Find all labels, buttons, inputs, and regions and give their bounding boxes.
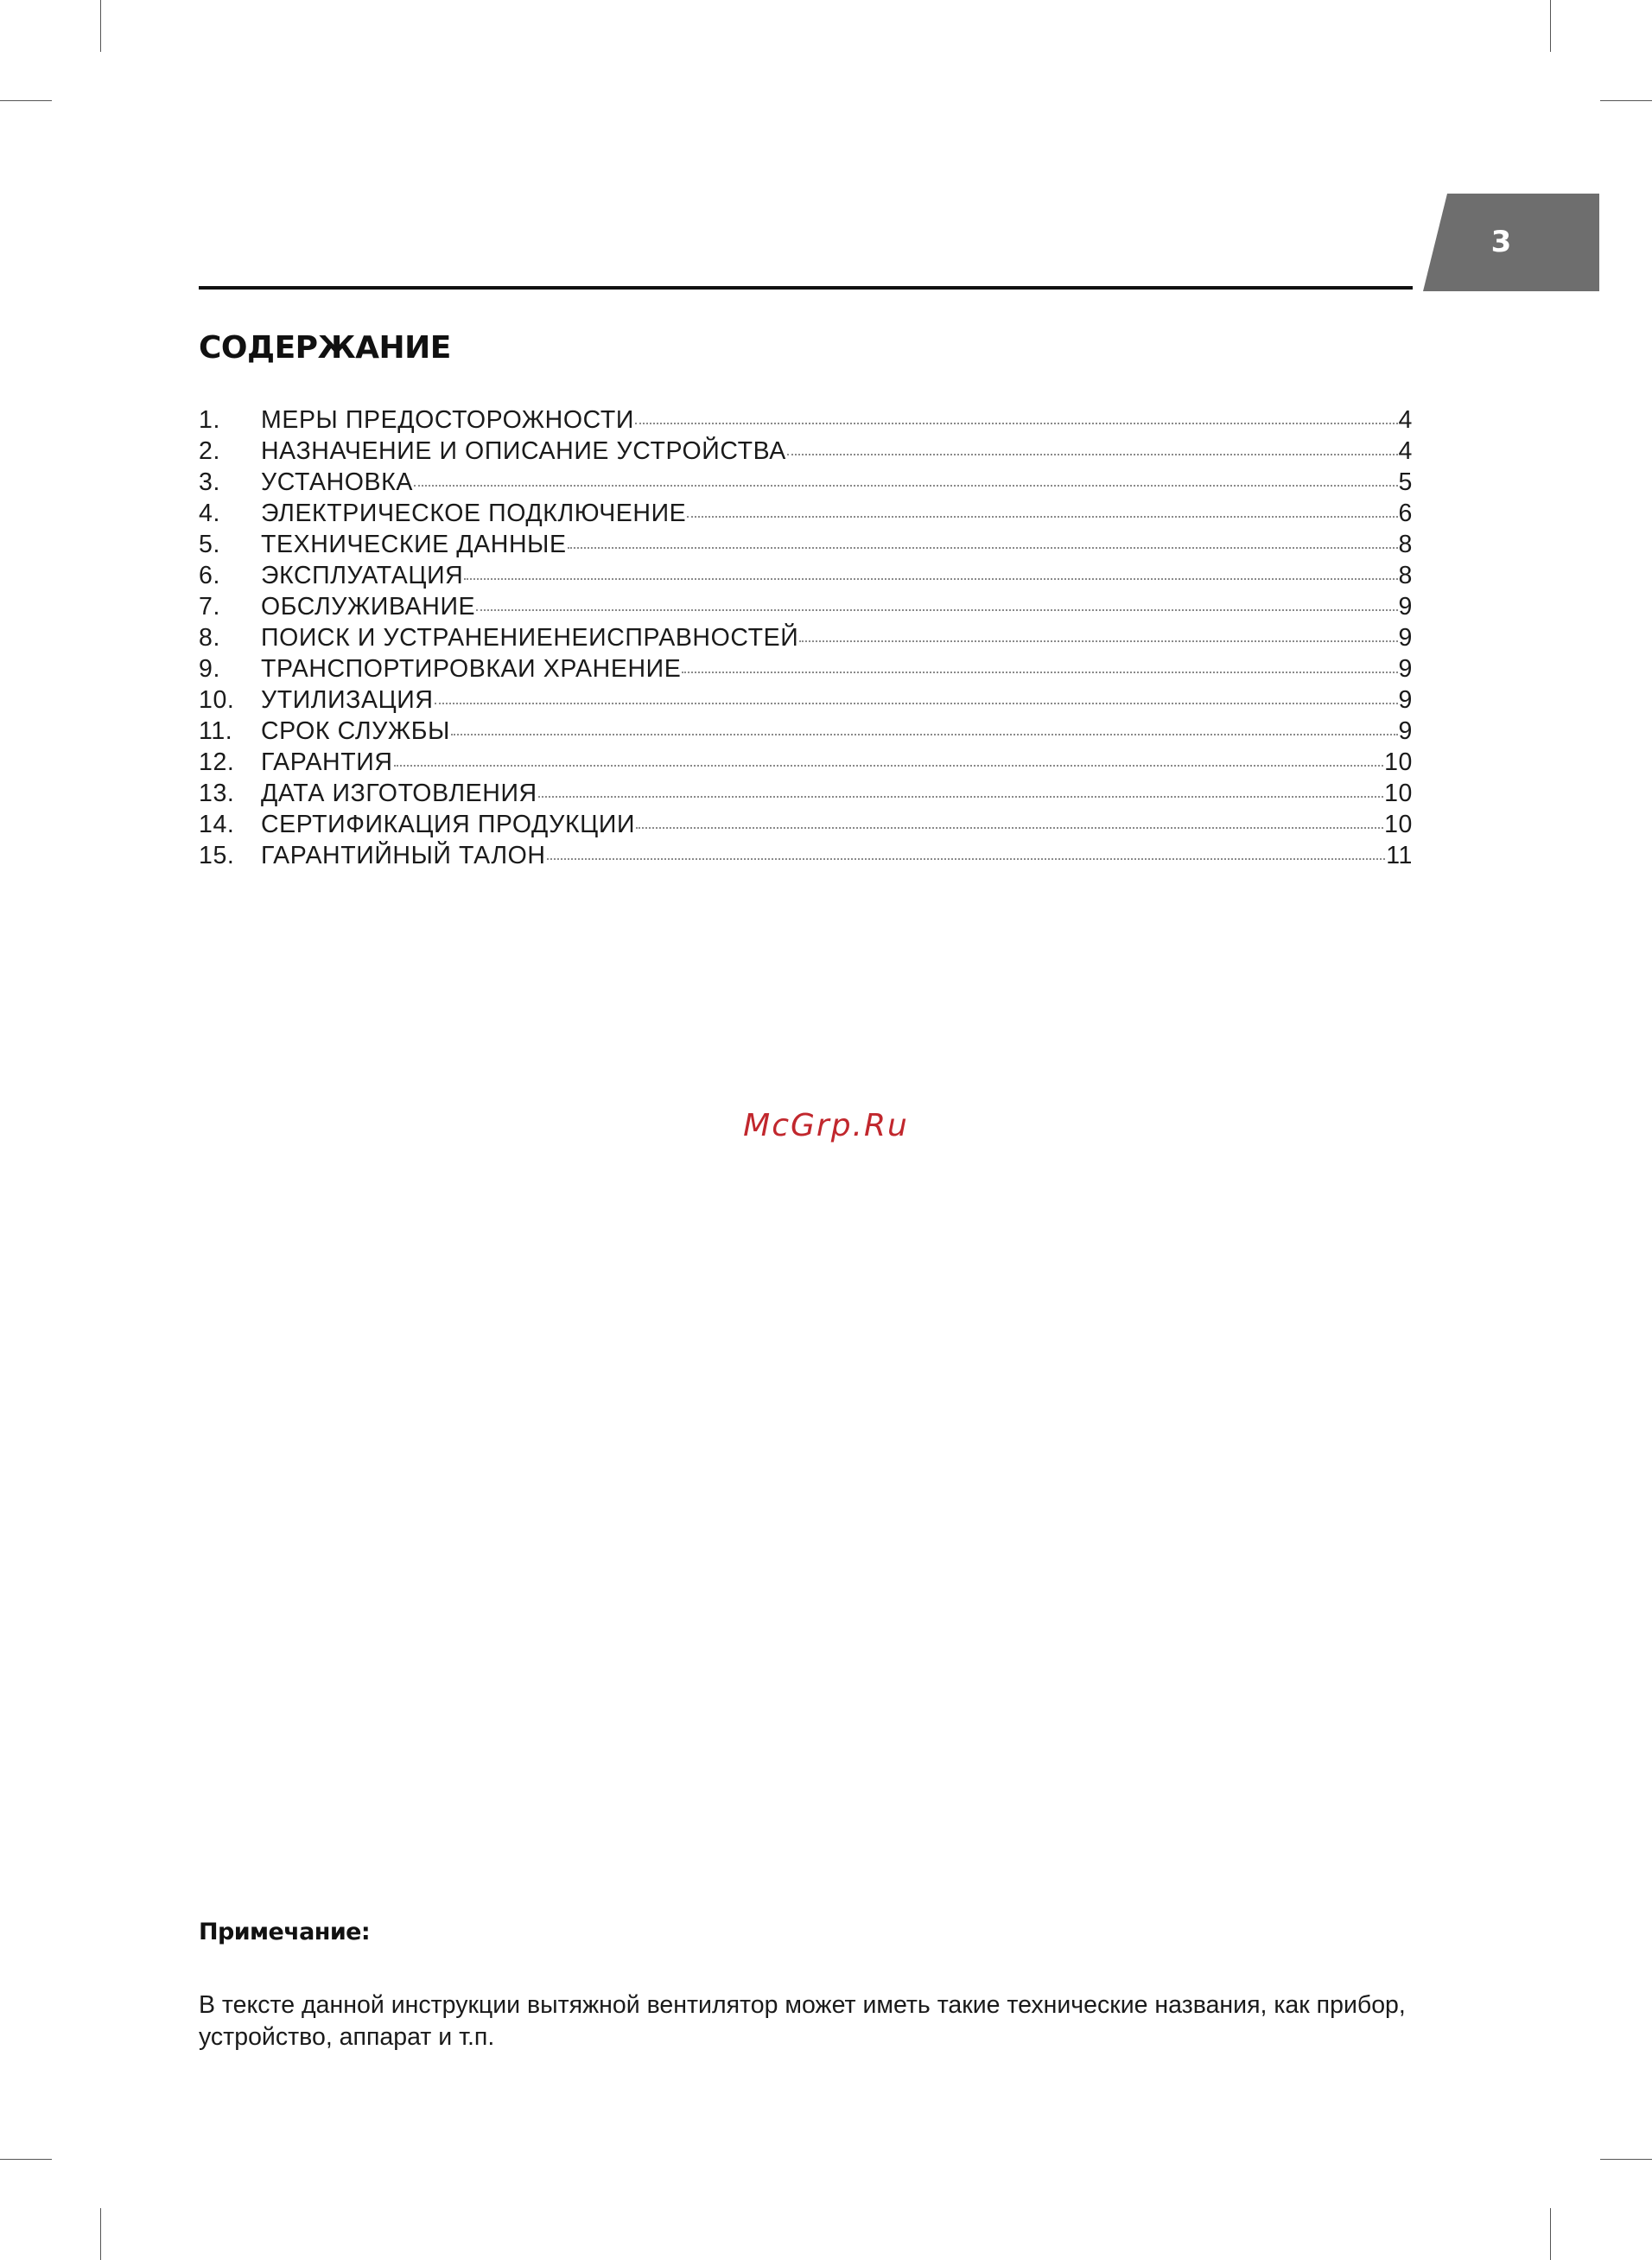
toc-item-number: 2.	[199, 437, 220, 465]
note-heading: Примечание:	[199, 1919, 371, 1945]
toc-item-page: 5	[1398, 468, 1413, 496]
toc-item-label: УТИЛИЗАЦИЯ	[261, 686, 434, 714]
toc-leader-dots	[682, 672, 1397, 673]
toc-item	[199, 498, 1413, 529]
toc-item-number: 13.	[199, 780, 235, 807]
toc-item-page: 10	[1384, 780, 1413, 807]
toc-item	[199, 591, 1413, 622]
crop-mark	[0, 2159, 52, 2160]
toc-item-page: 4	[1398, 406, 1413, 434]
toc-item-label: ПОИСК И УСТРАНЕНИЕНЕИСПРАВНОСТЕЙ	[261, 624, 799, 652]
toc-item-label: СРОК СЛУЖБЫ	[261, 717, 450, 745]
toc-item-number: 3.	[199, 468, 220, 496]
toc-item	[199, 467, 1413, 498]
table-of-contents	[199, 404, 1413, 871]
toc-leader-dots	[435, 703, 1398, 704]
toc-leader-dots	[547, 858, 1386, 860]
crop-mark	[100, 0, 101, 52]
toc-item-number: 7.	[199, 593, 220, 621]
toc-leader-dots	[636, 827, 1383, 829]
toc-item-number: 11.	[199, 717, 233, 745]
toc-leader-dots	[476, 609, 1397, 611]
toc-item-label: МЕРЫ ПРЕДОСТОРОЖНОСТИ	[261, 406, 634, 434]
toc-item-page: 4	[1398, 437, 1413, 465]
toc-leader-dots	[464, 578, 1397, 580]
toc-item	[199, 622, 1413, 653]
toc-item-number: 4.	[199, 500, 220, 527]
toc-leader-dots	[799, 640, 1397, 642]
toc-item-page: 10	[1384, 811, 1413, 838]
toc-item-number: 12.	[199, 748, 235, 776]
toc-item	[199, 560, 1413, 591]
toc-item-page: 10	[1384, 748, 1413, 776]
toc-item-label: ГАРАНТИЯ	[261, 748, 393, 776]
toc-item-label: ОБСЛУЖИВАНИЕ	[261, 593, 476, 621]
toc-item-number: 15.	[199, 842, 235, 869]
toc-item-label: УСТАНОВКА	[261, 468, 413, 496]
toc-item	[199, 404, 1413, 436]
toc-item-label: ТРАНСПОРТИРОВКАИ ХРАНЕНИЕ	[261, 655, 682, 683]
toc-item-number: 1.	[199, 406, 220, 434]
toc-item-number: 5.	[199, 531, 220, 558]
toc-item	[199, 716, 1413, 747]
toc-item-label: ГАРАНТИЙНЫЙ ТАЛОН	[261, 842, 546, 869]
toc-item-number: 14.	[199, 811, 235, 838]
watermark: McGrp.Ru	[743, 1108, 909, 1143]
toc-item-page: 6	[1398, 500, 1413, 527]
toc-item-label: НАЗНАЧЕНИЕ И ОПИСАНИЕ УСТРОЙСТВА	[261, 437, 786, 465]
crop-mark	[0, 100, 52, 101]
toc-item-page: 11	[1386, 842, 1413, 869]
crop-mark	[1550, 0, 1551, 52]
crop-mark	[1600, 2159, 1652, 2160]
toc-title: СОДЕРЖАНИЕ	[199, 330, 451, 366]
toc-item	[199, 778, 1413, 809]
toc-item	[199, 809, 1413, 840]
toc-item	[199, 529, 1413, 560]
crop-mark	[1550, 2208, 1551, 2260]
note-text: В тексте данной инструкции вытяжной вентилятор может иметь такие технические названия, как прибор, устройство, аппарат и т.п.	[199, 1991, 1406, 2051]
toc-item-label: ТЕХНИЧЕСКИЕ ДАННЫЕ	[261, 531, 567, 558]
toc-leader-dots	[451, 734, 1398, 735]
toc-item-page: 8	[1398, 562, 1413, 589]
toc-item-label: ЭЛЕКТРИЧЕСКОЕ ПОДКЛЮЧЕНИЕ	[261, 500, 687, 527]
toc-item-label: ДАТА ИЗГОТОВЛЕНИЯ	[261, 780, 537, 807]
toc-item	[199, 436, 1413, 467]
toc-item-number: 8.	[199, 624, 220, 652]
crop-mark	[1600, 100, 1652, 101]
toc-item-page: 9	[1398, 686, 1413, 714]
toc-item-page: 9	[1398, 717, 1413, 745]
toc-item-page: 9	[1398, 624, 1413, 652]
toc-item	[199, 653, 1413, 684]
toc-item-page: 9	[1398, 655, 1413, 683]
toc-item-number: 6.	[199, 562, 220, 589]
page-number: 3	[1490, 225, 1512, 259]
toc-leader-dots	[687, 516, 1397, 518]
toc-item-label: СЕРТИФИКАЦИЯ ПРОДУКЦИИ	[261, 811, 636, 838]
toc-item-label: ЭКСПЛУАТАЦИЯ	[261, 562, 464, 589]
toc-item-page: 9	[1398, 593, 1413, 621]
toc-leader-dots	[568, 547, 1398, 549]
toc-item	[199, 684, 1413, 716]
toc-leader-dots	[394, 765, 1384, 767]
toc-item-number: 9.	[199, 655, 220, 683]
toc-item	[199, 840, 1413, 871]
toc-leader-dots	[414, 485, 1398, 487]
toc-item-number: 10.	[199, 686, 235, 714]
toc-leader-dots	[787, 454, 1398, 455]
toc-leader-dots	[635, 423, 1398, 424]
toc-item	[199, 747, 1413, 778]
crop-mark	[100, 2208, 101, 2260]
toc-item-page: 8	[1398, 531, 1413, 558]
header-rule	[199, 286, 1413, 290]
toc-leader-dots	[538, 796, 1383, 798]
